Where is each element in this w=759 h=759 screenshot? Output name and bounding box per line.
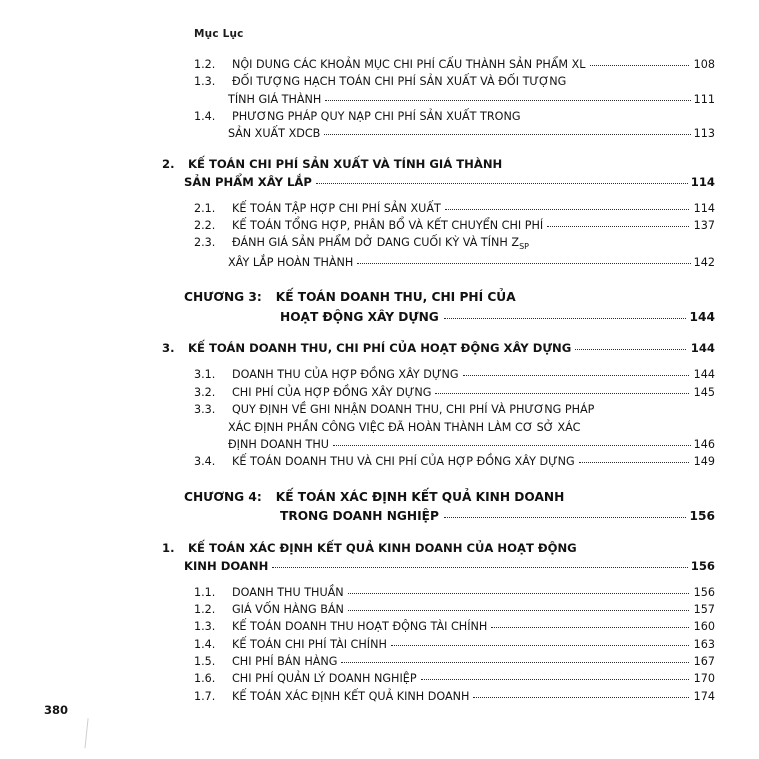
toc-entry-number: 3.1. xyxy=(194,368,216,382)
toc-entry-number: 2.3. xyxy=(194,236,216,250)
toc-entry-number: 1.3. xyxy=(194,620,216,634)
leader-dots xyxy=(445,209,689,210)
toc-entry-label: GIÁ VỐN HÀNG BÁN xyxy=(232,602,344,616)
leader-dots xyxy=(272,567,688,568)
toc-entry[interactable] xyxy=(194,601,715,618)
toc-section-number: 1. xyxy=(162,540,175,555)
toc-entry[interactable] xyxy=(194,366,715,383)
toc-entry-label: CHI PHÍ BÁN HÀNG xyxy=(232,655,338,668)
leader-dots xyxy=(348,593,689,594)
toc-section-number: 3. xyxy=(162,341,175,356)
leader-dots xyxy=(435,393,688,394)
toc-entry[interactable] xyxy=(194,384,715,401)
toc-section-label-cont: SẢN PHẨM XÂY LẮP xyxy=(184,174,312,189)
toc-entry[interactable] xyxy=(194,401,715,418)
toc-entry-number: 1.5. xyxy=(194,655,216,668)
toc-entry-number: 1.4. xyxy=(194,110,216,124)
toc-entry-number: 3.2. xyxy=(194,385,216,399)
leader-dots xyxy=(444,318,686,319)
toc-entry-label: DOANH THU CỦA HỢP ĐỒNG XÂY DỰNG xyxy=(232,368,459,382)
toc-entry[interactable] xyxy=(194,453,715,470)
leader-dots xyxy=(590,65,689,66)
toc-chapter-label-cont: HOẠT ĐỘNG XÂY DỰNG xyxy=(280,309,439,324)
toc-section-label: KẾ TOÁN CHI PHÍ SẢN XUẤT VÀ TÍNH GIÁ THÀNH xyxy=(188,156,503,171)
toc-section-page: 114 xyxy=(690,174,715,189)
table-of-contents xyxy=(44,56,715,705)
toc-entry-label: PHƯƠNG PHÁP QUY NẠP CHI PHÍ SẢN XUẤT TRONG xyxy=(232,110,521,124)
toc-entry-label: KẾ TOÁN DOANH THU HOẠT ĐỘNG TÀI CHÍNH xyxy=(232,620,488,634)
toc-entry-subscript: SP xyxy=(519,242,529,252)
toc-chapter-continuation[interactable] xyxy=(184,507,715,527)
toc-section[interactable] xyxy=(162,156,715,174)
leader-dots xyxy=(348,610,689,611)
toc-entry-continuation[interactable] xyxy=(194,91,715,108)
toc-entry[interactable] xyxy=(194,688,715,705)
toc-chapter-label: KẾ TOÁN XÁC ĐỊNH KẾT QUẢ KINH DOANH xyxy=(275,489,565,504)
toc-entry-page: 111 xyxy=(693,92,715,106)
toc-entry-page: 149 xyxy=(693,455,715,469)
toc-entry-label: NỘI DUNG CÁC KHOẢN MỤC CHI PHÍ CẤU THÀNH SẢN PHẨM XL xyxy=(232,58,586,71)
leader-dots xyxy=(341,662,688,663)
toc-entry-page: 113 xyxy=(693,127,715,141)
toc-entry-number: 3.3. xyxy=(194,403,216,417)
toc-entry[interactable] xyxy=(194,584,715,601)
toc-entry-continuation[interactable] xyxy=(194,254,715,271)
toc-section-page: 156 xyxy=(690,558,715,573)
toc-entry-page: 163 xyxy=(693,637,715,651)
toc-entry-page: 142 xyxy=(693,256,715,270)
toc-section-label: KẾ TOÁN DOANH THU, CHI PHÍ CỦA HOẠT ĐỘNG XÂY DỰNG xyxy=(188,341,572,356)
toc-entry-page: 156 xyxy=(693,585,715,599)
toc-entry-page: 114 xyxy=(693,201,715,215)
toc-chapter-page: 156 xyxy=(689,509,715,524)
toc-entry-number: 1.6. xyxy=(194,672,216,686)
toc-section[interactable] xyxy=(162,540,715,558)
toc-section-label-cont: KINH DOANH xyxy=(184,558,269,573)
leader-dots xyxy=(325,100,690,101)
toc-entry[interactable] xyxy=(194,200,715,217)
toc-entry-continuation[interactable] xyxy=(194,436,715,453)
toc-entry-number: 1.2. xyxy=(194,602,216,616)
toc-entry[interactable] xyxy=(194,234,715,254)
toc-entry-label-cont2: ĐỊNH DOANH THU xyxy=(228,437,329,451)
leader-dots xyxy=(357,263,690,264)
toc-chapter-continuation[interactable] xyxy=(184,308,715,328)
toc-chapter[interactable] xyxy=(184,488,715,508)
leader-dots xyxy=(391,645,689,646)
toc-chapter-page: 144 xyxy=(689,309,715,324)
toc-entry-continuation[interactable] xyxy=(194,125,715,142)
toc-entry-page: 145 xyxy=(693,385,715,399)
toc-entry[interactable] xyxy=(194,653,715,670)
toc-entry-page: 167 xyxy=(693,655,715,668)
toc-chapter-number: CHƯƠNG 4: xyxy=(184,489,262,504)
toc-entry-number: 2.2. xyxy=(194,219,216,233)
toc-entry-label: QUY ĐỊNH VỀ GHI NHẬN DOANH THU, CHI PHÍ VÀ PHƯƠNG PHÁP xyxy=(232,403,595,417)
toc-entry-page: 108 xyxy=(693,58,715,71)
toc-entry[interactable] xyxy=(194,108,715,125)
toc-section-continuation[interactable] xyxy=(162,558,715,576)
toc-section-page: 144 xyxy=(690,341,715,356)
toc-entry-page: 174 xyxy=(693,689,715,703)
toc-entry[interactable] xyxy=(194,56,715,73)
toc-section-continuation[interactable] xyxy=(162,174,715,192)
toc-entry-label: KẾ TOÁN XÁC ĐỊNH KẾT QUẢ KINH DOANH xyxy=(232,689,470,703)
page-edge-mark xyxy=(84,718,102,749)
leader-dots xyxy=(316,183,688,184)
toc-entry-number: 1.4. xyxy=(194,637,216,651)
toc-entry-number: 1.3. xyxy=(194,75,216,89)
leader-dots xyxy=(547,226,688,227)
leader-dots xyxy=(463,375,689,376)
toc-entry-label: ĐỐI TƯỢNG HẠCH TOÁN CHI PHÍ SẢN XUẤT VÀ ĐỐI TƯỢNG xyxy=(232,75,567,89)
toc-entry-label: KẾ TOÁN CHI PHÍ TÀI CHÍNH xyxy=(232,637,387,651)
toc-entry-page: 170 xyxy=(693,672,715,686)
toc-entry-label-text: ĐÁNH GIÁ SẢN PHẨM DỞ DANG CUỐI KỲ VÀ TÍNH Z xyxy=(232,236,520,250)
toc-entry-label: KẾ TOÁN TẬP HỢP CHI PHÍ SẢN XUẤT xyxy=(232,201,441,215)
toc-entry-label: KẾ TOÁN TỔNG HỢP, PHÂN BỔ VÀ KẾT CHUYỂN CHI PHÍ xyxy=(232,219,544,233)
leader-dots xyxy=(491,627,688,628)
toc-entry[interactable] xyxy=(194,618,715,635)
toc-chapter-label-cont: TRONG DOANH NGHIỆP xyxy=(280,509,439,524)
toc-entry-label: CHI PHÍ QUẢN LÝ DOANH NGHIỆP xyxy=(232,672,417,686)
toc-entry-number: 1.1. xyxy=(194,585,216,599)
toc-entry[interactable] xyxy=(194,217,715,234)
toc-entry-label: KẾ TOÁN DOANH THU VÀ CHI PHÍ CỦA HỢP ĐỒNG XÂY DỰNG xyxy=(232,455,575,469)
toc-entry-label-cont: XÁC ĐỊNH PHẦN CÔNG VIỆC ĐÃ HOÀN THÀNH LÀM CƠ SỞ XÁC xyxy=(228,420,581,434)
toc-entry-number: 1.2. xyxy=(194,58,216,71)
toc-entry-number: 3.4. xyxy=(194,455,216,469)
toc-entry-label: DOANH THU THUẦN xyxy=(232,585,344,599)
toc-entry[interactable] xyxy=(194,670,715,687)
toc-chapter-number: CHƯƠNG 3: xyxy=(184,290,262,305)
toc-section-label: KẾ TOÁN XÁC ĐỊNH KẾT QUẢ KINH DOANH CỦA HOẠT ĐỘNG xyxy=(188,540,577,555)
leader-dots xyxy=(575,349,686,350)
toc-entry-label xyxy=(228,234,529,254)
toc-entry[interactable] xyxy=(194,636,715,653)
toc-chapter[interactable] xyxy=(184,288,715,308)
toc-entry-label-cont: TÍNH GIÁ THÀNH xyxy=(228,92,322,106)
toc-entry-page: 146 xyxy=(693,437,715,451)
leader-dots xyxy=(333,445,691,446)
toc-entry-page: 144 xyxy=(693,368,715,382)
page-number: 380 xyxy=(44,703,69,717)
toc-entry-number: 1.7. xyxy=(194,689,216,703)
toc-chapter-label: KẾ TOÁN DOANH THU, CHI PHÍ CỦA xyxy=(275,290,516,305)
toc-section-number: 2. xyxy=(162,156,175,171)
toc-entry-page: 157 xyxy=(693,602,715,616)
leader-dots xyxy=(579,462,689,463)
toc-entry-continuation[interactable] xyxy=(194,419,715,436)
toc-entry-number: 2.1. xyxy=(194,201,216,215)
toc-section[interactable] xyxy=(162,340,715,358)
leader-dots xyxy=(473,697,688,698)
toc-entry-label: CHI PHÍ CỦA HỢP ĐỒNG XÂY DỰNG xyxy=(232,385,432,399)
leader-dots xyxy=(444,517,686,518)
toc-entry-page: 137 xyxy=(693,219,715,233)
page-header: Mục Lục xyxy=(194,28,244,40)
leader-dots xyxy=(324,134,690,135)
toc-entry-label-cont: XÂY LẮP HOÀN THÀNH xyxy=(228,256,354,270)
leader-dots xyxy=(421,679,689,680)
toc-entry[interactable] xyxy=(194,73,715,90)
toc-entry-label-cont: SẢN XUẤT XDCB xyxy=(228,127,321,141)
toc-entry-page: 160 xyxy=(693,620,715,634)
